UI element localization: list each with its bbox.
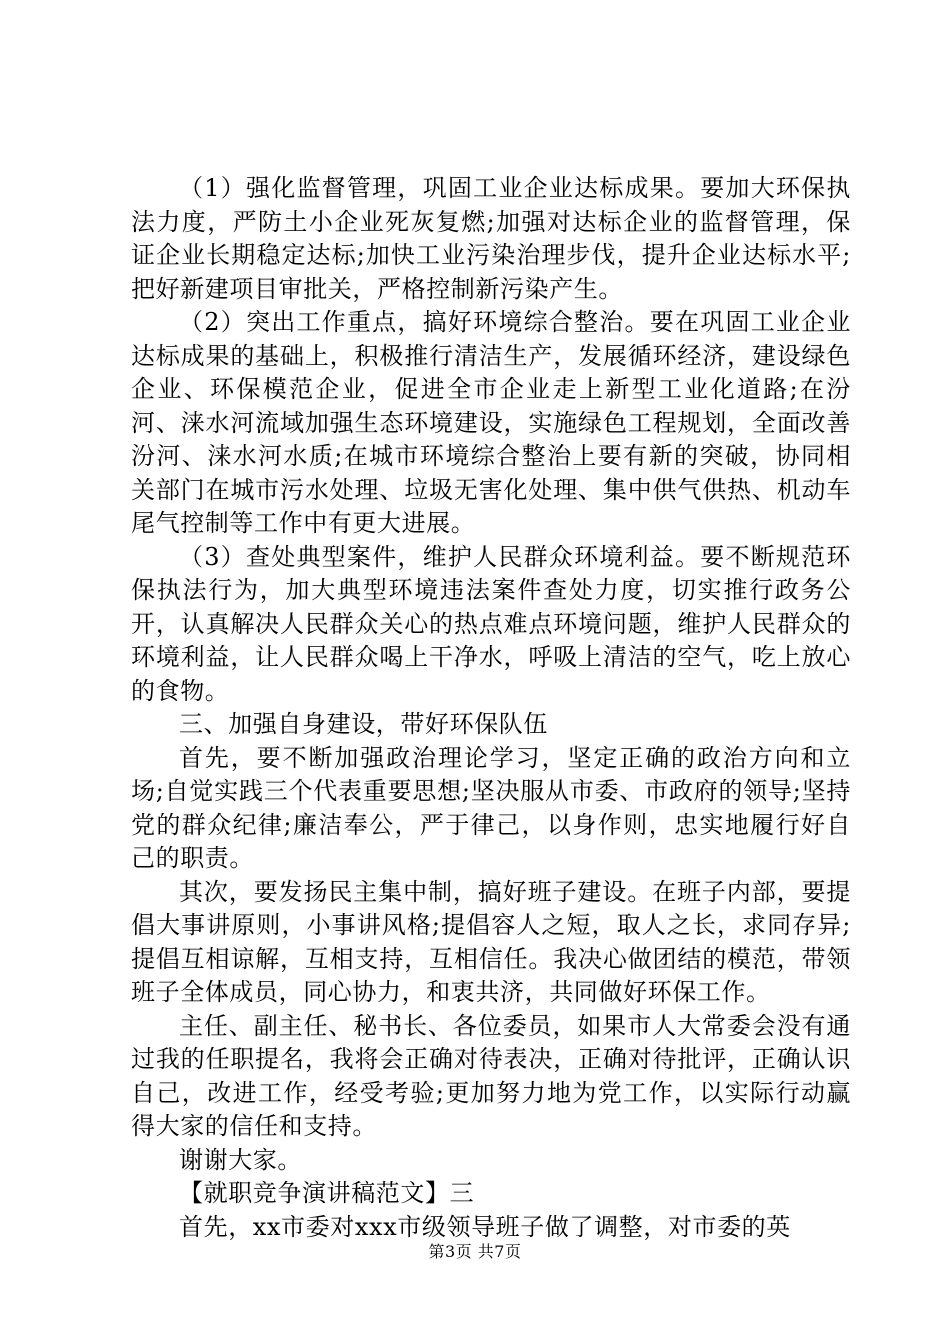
paragraph-1: （1）强化监督管理，巩固工业企业达标成果。要加大环保执法力度，严防土小企业死灰复燃;加强对达标企业的监督管理，保证企业长期稳定达标;加快工业污染治理步伐，提升企业达标水平;把好新建项目审批关，严格控制新污染产生。: [131, 174, 851, 303]
paragraph-7: 首先，xx市委对xxx市级领导班子做了调整，对市委的英: [179, 1212, 791, 1241]
closing-thanks: 谢谢大家。: [179, 1145, 302, 1174]
article-title: 【就职竞争演讲稿范文】三: [179, 1179, 475, 1207]
page-number-label: 第3页 共7页: [428, 1242, 522, 1261]
paragraph-4: 首先，要不断加强政治理论学习，坚定正确的政治方向和立场;自觉实践三个代表重要思想;坚决服从市委、市政府的领导;坚持党的群众纪律;廉洁奉公，严于律己，以身作则，忠实地履行好自己的职责。: [131, 743, 851, 872]
document-body: [131, 172, 851, 1244]
paragraph-5: 其次，要发扬民主集中制，搞好班子建设。在班子内部，要提倡大事讲原则，小事讲风格;提倡容人之短，取人之长，求同存异;提倡互相谅解，互相支持，互相信任。我决心做团结的模范，带领班子全体成员，同心协力，和衷共济，共同做好环保工作。: [131, 877, 851, 1006]
paragraph-3: （3）查处典型案件，维护人民群众环境利益。要不断规范环保执法行为，加大典型环境违法案件查处力度，切实推行政务公开，认真解决人民群众关心的热点难点环境问题，维护人民群众的环境利益，让人民群众喝上干净水，呼吸上清洁的空气，吃上放心的食物。: [131, 542, 851, 705]
page-footer: [0, 1242, 950, 1262]
paragraph-6: 主任、副主任、秘书长、各位委员，如果市人大常委会没有通过我的任职提名，我将会正确对待表决，正确对待批评，正确认识自己，改进工作，经受考验;更加努力地为党工作，以实际行动赢得大家的信任和支持。: [131, 1011, 851, 1140]
section-heading: 三、加强自身建设，带好环保队伍: [179, 710, 548, 738]
paragraph-2: （2）突出工作重点，搞好环境综合整治。要在巩固工业企业达标成果的基础上，积极推行清洁生产，发展循环经济，建设绿色企业、环保模范企业，促进全市企业走上新型工业化道路;在汾河、涞水河流域加强生态环境建设，实施绿色工程规划，全面改善汾河、涞水河水质;在城市环境综合整治上要有新的突破，协同相关部门在城市污水处理、垃圾无害化处理、集中供气供热、机动车尾气控制等工作中有更大进展。: [131, 308, 851, 537]
